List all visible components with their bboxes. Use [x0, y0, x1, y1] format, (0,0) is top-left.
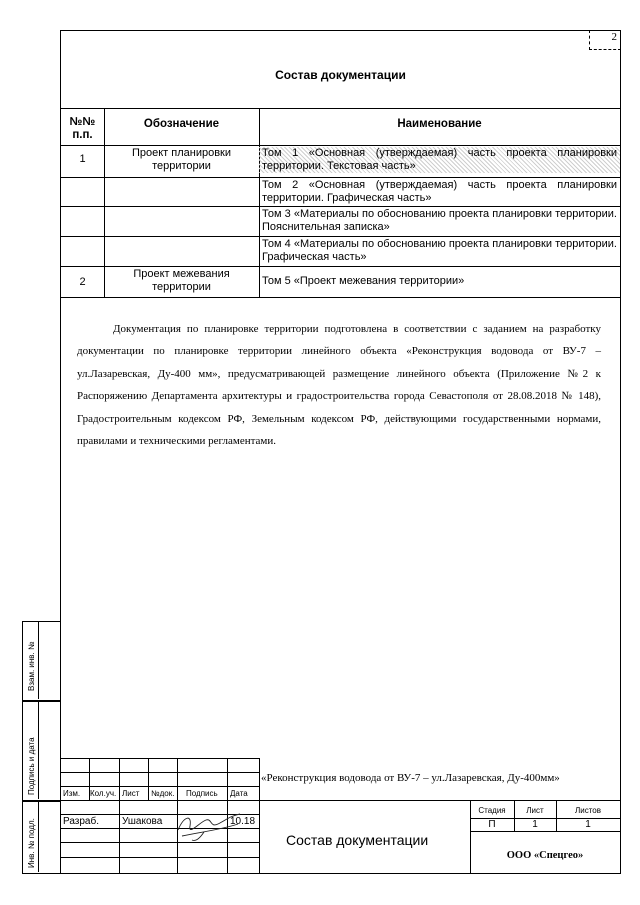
stamp-sheet: 1 [532, 819, 538, 830]
stamp-project: «Реконструкция водовода от ВУ-7 – ул.Лазаревская, Ду-400мм» [261, 772, 560, 784]
stamp-developer-name: Ушакова [122, 816, 163, 827]
row-1-num: 1 [79, 153, 86, 165]
body-paragraph: Документация по планировке территории подготовлена в соответствии с заданием на разработку документации по планировке территории линейного объекта «Реконструкция водовода от ВУ-7 – ул.Лазаревская, Ду-400 мм», предусматривающей размещение линейного объекта (Приложение №2 к Распоряжению Департамента архитектуры и градостроительства города Севастополя от 28.08.2018 № 148), Градостроительным кодексом РФ, Земельным кодексом РФ, действующими государственными нормами, правилами и техническими регламентами. [77, 323, 601, 448]
stamp-col-data: Дата [230, 789, 248, 798]
header-name: Наименование [397, 118, 482, 130]
page-number: 2 [611, 31, 617, 43]
header-num: №№ п.п. [69, 116, 96, 141]
row-3-name: Том 3 «Материалы по обоснованию проекта планировки территории. Пояснительная записка» [262, 208, 617, 233]
stamp-developer-role: Разраб. [63, 816, 100, 827]
row-5-designation: Проект межевания территории [133, 268, 230, 293]
header-designation: Обозначение [143, 118, 220, 130]
row-4-name: Том 4 «Материалы по обоснованию проекта планировки территории. Графическая часть» [262, 238, 617, 263]
row-5-name: Том 5 «Проект межевания территории» [262, 275, 465, 287]
stamp-col-ndok: №док. [151, 789, 175, 798]
signature [170, 806, 260, 846]
stamp-col-koluch: Кол.уч. [90, 789, 117, 798]
row-2-name: Том 2 «Основная (утверждаемая) часть проекта планировки территории. Графическая часть» [262, 179, 617, 204]
stamp-col-list: Лист [122, 789, 140, 798]
inv-label: Инв. № подл. [27, 818, 36, 868]
stamp-stage-label: Стадия [478, 806, 506, 815]
stamp-stage: П [488, 819, 496, 830]
stamp-col-podpis: Подпись [186, 789, 218, 798]
row-1-name: Том 1 «Основная (утверждаемая) часть проекта планировки территории. Текстовая часть» [259, 147, 620, 173]
stamp-sheets: 1 [585, 819, 591, 830]
stamp-company: ООО «Спецгео» [506, 850, 584, 861]
row-1-designation: Проект планировки территории [131, 147, 232, 172]
vzam-inv-label: Взам. инв. № [27, 641, 36, 691]
stamp-doc-title: Состав документации [286, 832, 429, 848]
stamp-col-izm: Изм. [63, 789, 81, 798]
row-5-num: 2 [79, 276, 86, 288]
page-title: Состав документации [275, 68, 406, 82]
stamp-date: 10.18 [230, 816, 256, 827]
stamp-sheet-label: Лист [526, 806, 544, 815]
stamp-sheets-label: Листов [575, 806, 601, 815]
podpis-label: Подпись и дата [27, 737, 36, 795]
